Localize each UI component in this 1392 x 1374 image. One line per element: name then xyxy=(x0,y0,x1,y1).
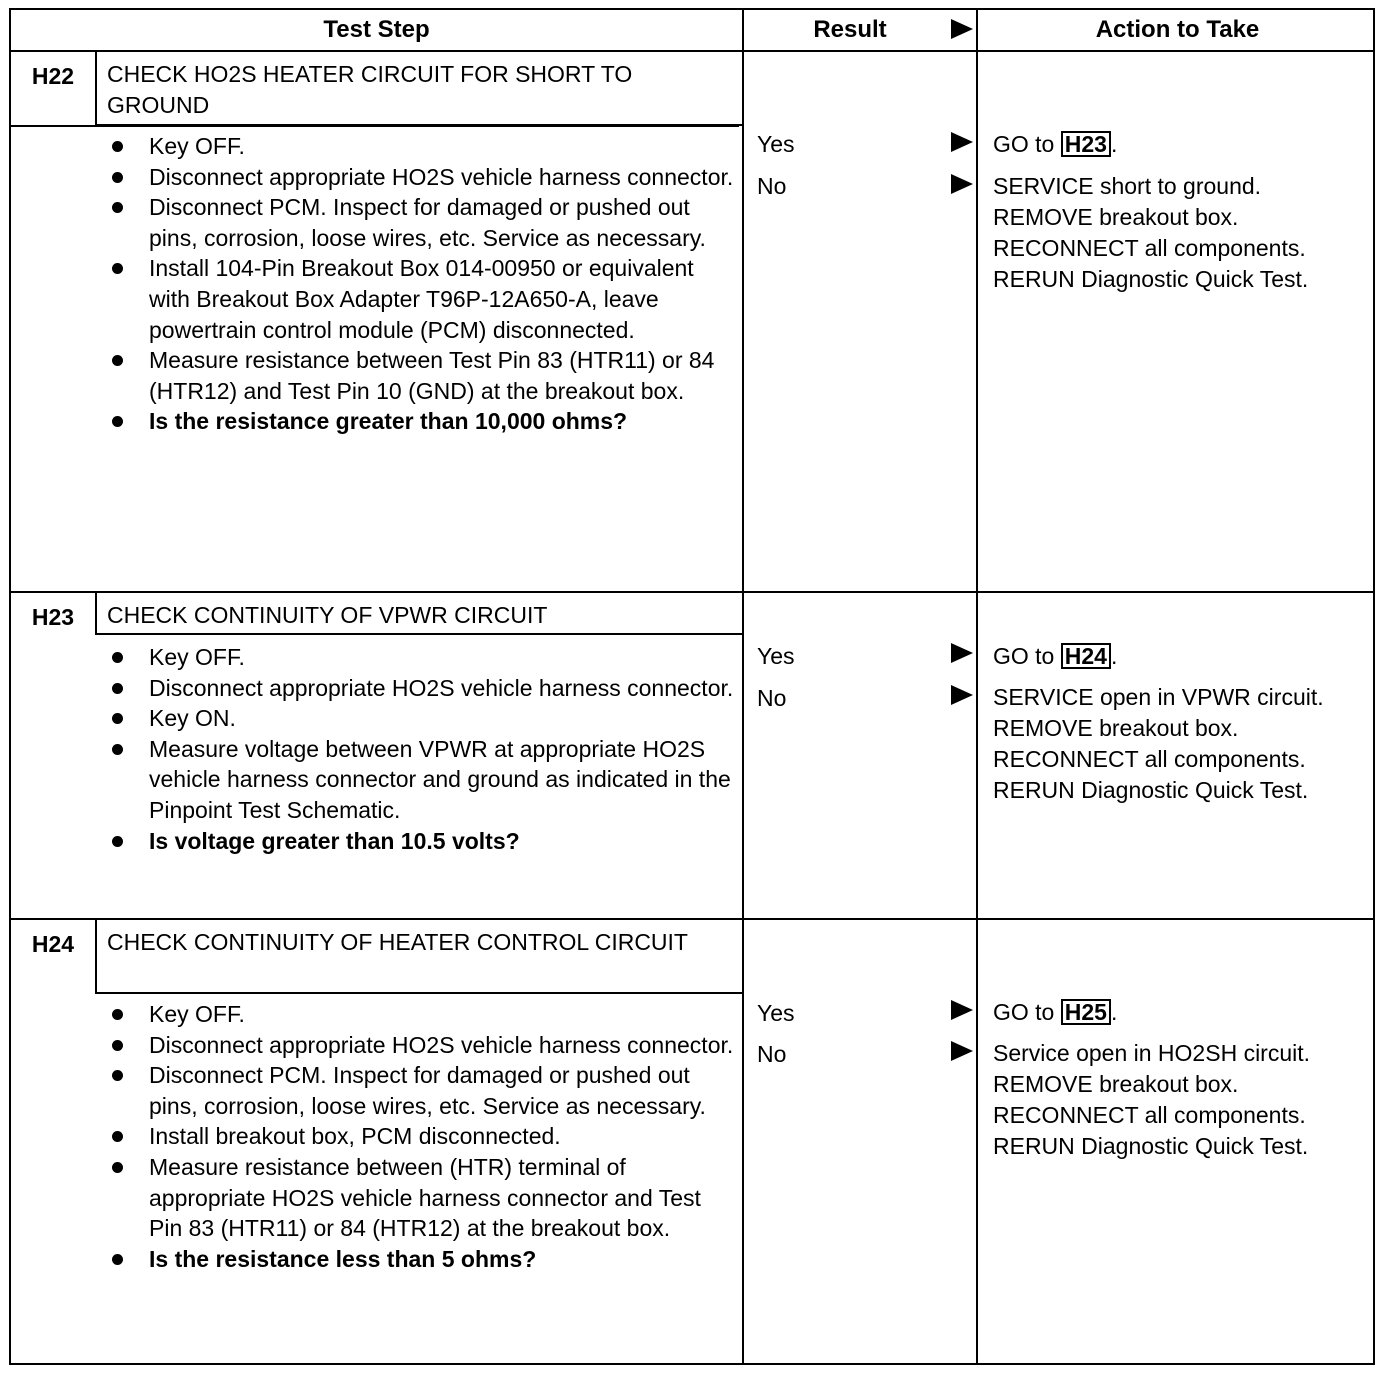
goto-target-h23[interactable]: H23 xyxy=(1061,131,1111,157)
instruction-item: Disconnect PCM. Inspect for damaged or pushed out pins, corrosion, loose wires, etc. Service as necessary. xyxy=(107,192,737,253)
result-no-h22: No xyxy=(757,173,787,199)
step-id-h23: H23 xyxy=(31,604,75,630)
instruction-item: Measure resistance between (HTR) terminal of appropriate HO2S vehicle harness connector and Test Pin 83 (HTR11) or 84 (HTR12) at the breakout box. xyxy=(107,1152,737,1244)
action-yes-h22 xyxy=(993,129,1377,160)
action-no-h24 xyxy=(993,1038,1377,1162)
arrow-no-icon-h23 xyxy=(951,685,973,705)
action-line: SERVICE short to ground. xyxy=(993,173,1262,199)
action-line: Service open in HO2SH circuit. xyxy=(993,1040,1311,1066)
action-no-h23 xyxy=(993,682,1377,806)
header-action: Action to Take xyxy=(1095,16,1260,43)
result-yes-h24: Yes xyxy=(757,1000,795,1026)
instruction-item: Key OFF. xyxy=(107,642,737,673)
goto-target-h25[interactable]: H25 xyxy=(1061,999,1111,1025)
header-arrow-icon xyxy=(951,19,973,39)
step-title-h22: CHECK HO2S HEATER CIRCUIT FOR SHORT TO GROUND xyxy=(107,61,633,118)
step-title-h23: CHECK CONTINUITY OF VPWR CIRCUIT xyxy=(107,602,548,628)
instruction-list-h23 xyxy=(107,642,737,856)
result-yes-h23: Yes xyxy=(757,643,795,669)
instruction-item: Key OFF. xyxy=(107,999,737,1030)
instruction-item: Install breakout box, PCM disconnected. xyxy=(107,1121,737,1152)
action-line: RECONNECT all components. xyxy=(993,746,1306,772)
step-title-rule-h22 xyxy=(11,125,739,127)
goto-prefix: GO to xyxy=(993,999,1055,1025)
goto-prefix: GO to xyxy=(993,131,1055,157)
instruction-item: Disconnect PCM. Inspect for damaged or pushed out pins, corrosion, loose wires, etc. Service as necessary. xyxy=(107,1060,737,1121)
goto-suffix: . xyxy=(1110,643,1118,669)
arrow-yes-icon-h24 xyxy=(951,1000,973,1020)
goto-suffix: . xyxy=(1110,131,1118,157)
instruction-item: Disconnect appropriate HO2S vehicle harness connector. xyxy=(107,673,737,704)
action-yes-h24 xyxy=(993,997,1377,1028)
instruction-item: Install 104-Pin Breakout Box 014-00950 or equivalent with Breakout Box Adapter T96P-12A650-A, leave powertrain control module (PCM) disconnected. xyxy=(107,253,737,345)
action-yes-h23 xyxy=(993,641,1377,672)
step-title-h24: CHECK CONTINUITY OF HEATER CONTROL CIRCUIT xyxy=(107,929,688,955)
instruction-question: Is the resistance less than 5 ohms? xyxy=(107,1244,737,1275)
action-line: SERVICE open in VPWR circuit. xyxy=(993,684,1324,710)
goto-suffix: . xyxy=(1110,999,1118,1025)
header-test-step: Test Step xyxy=(323,16,430,43)
header-result: Result xyxy=(813,16,887,43)
instruction-item: Disconnect appropriate HO2S vehicle harness connector. xyxy=(107,1030,737,1061)
arrow-yes-icon-h22 xyxy=(951,132,973,152)
action-line: RERUN Diagnostic Quick Test. xyxy=(993,266,1309,292)
arrow-no-icon-h24 xyxy=(951,1041,973,1061)
step-id-h24: H24 xyxy=(31,931,75,957)
instruction-list-h22 xyxy=(107,131,737,437)
action-line: REMOVE breakout box. xyxy=(993,204,1239,230)
arrow-no-icon-h22 xyxy=(951,174,973,194)
action-line: RECONNECT all components. xyxy=(993,235,1306,261)
instruction-list-h24 xyxy=(107,999,737,1274)
result-yes-h22: Yes xyxy=(757,131,795,157)
result-no-h23: No xyxy=(757,685,787,711)
action-line: RECONNECT all components. xyxy=(993,1102,1306,1128)
column-divider-action xyxy=(976,10,978,1363)
instruction-item: Key ON. xyxy=(107,703,737,734)
column-divider-result xyxy=(742,10,744,1363)
goto-target-h24[interactable]: H24 xyxy=(1061,643,1111,669)
step-id-h22: H22 xyxy=(31,63,75,89)
instruction-question: Is the resistance greater than 10,000 ohms? xyxy=(107,406,737,437)
instruction-item: Measure voltage between VPWR at appropriate HO2S vehicle harness connector and ground as indicated in the Pinpoint Test Schematic. xyxy=(107,734,737,826)
goto-prefix: GO to xyxy=(993,643,1055,669)
result-no-h24: No xyxy=(757,1041,787,1067)
instruction-question: Is voltage greater than 10.5 volts? xyxy=(107,826,737,857)
action-no-h22 xyxy=(993,171,1377,295)
action-line: REMOVE breakout box. xyxy=(993,715,1239,741)
instruction-item: Measure resistance between Test Pin 83 (HTR11) or 84 (HTR12) and Test Pin 10 (GND) at the breakout box. xyxy=(107,345,737,406)
action-line: RERUN Diagnostic Quick Test. xyxy=(993,777,1309,803)
action-line: RERUN Diagnostic Quick Test. xyxy=(993,1133,1309,1159)
arrow-yes-icon-h23 xyxy=(951,643,973,663)
instruction-item: Key OFF. xyxy=(107,131,737,162)
instruction-item: Disconnect appropriate HO2S vehicle harness connector. xyxy=(107,162,737,193)
diagnostic-table xyxy=(9,8,1375,1365)
action-line: REMOVE breakout box. xyxy=(993,1071,1239,1097)
